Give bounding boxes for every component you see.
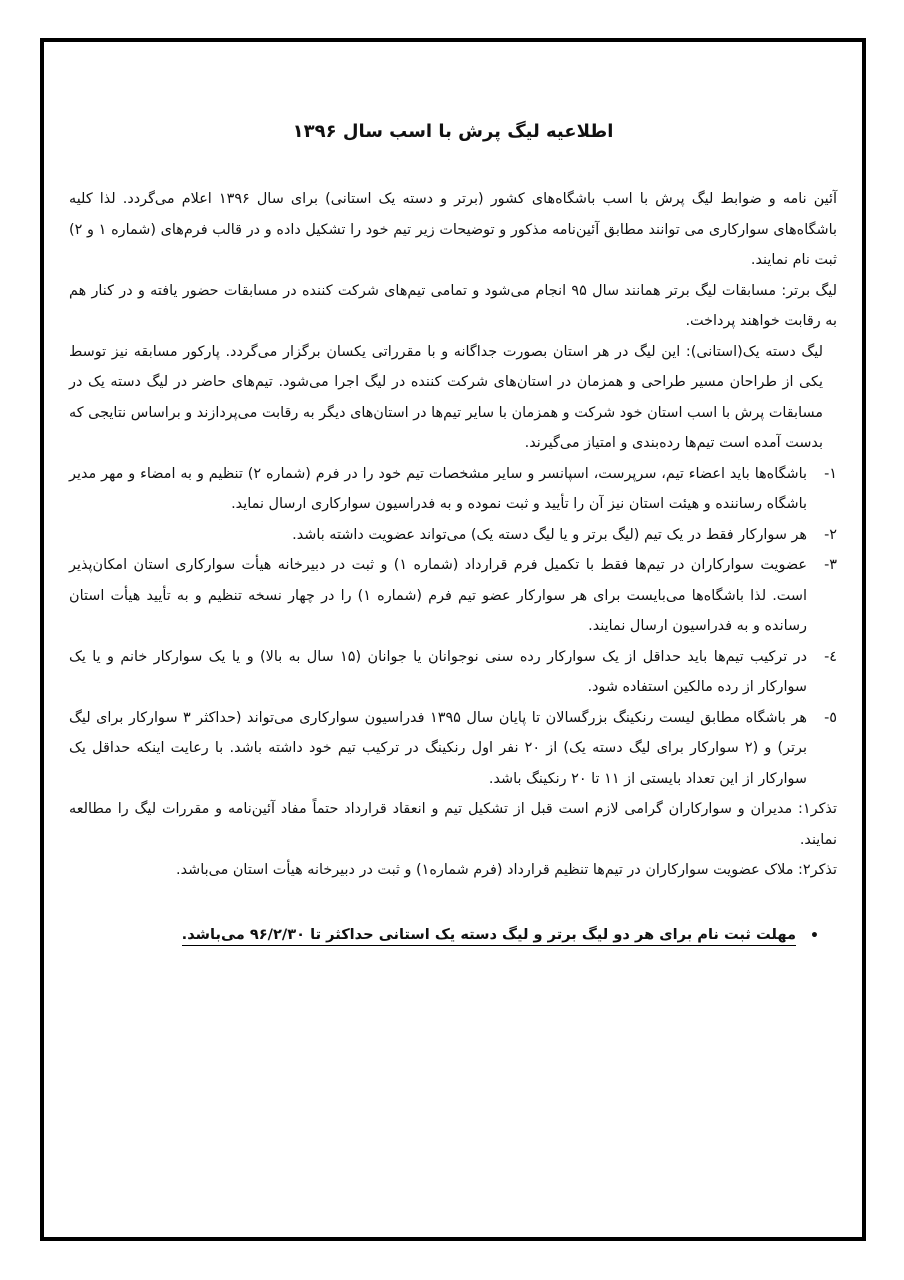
league-one-paragraph: لیگ دسته یک(استانی): این لیگ در هر استان بصورت جداگانه و با مقرراتی یکسان برگزار می‌گردد. پارکور مسابقه نیز توسط یکی از طراحان مسیر طراحی و همزمان در استان‌های شرکت کننده در لیگ اجرا می‌شود. تیم‌های حاضر در لیگ دسته یک در مسابقات پرش با اسب استان خود شرکت و همزمان با سایر تیم‌ها در استان‌های دیگر به رقابت می‌پردازند و براساس نتایجی که بدست آمده است تیم‌ها رده‌بندی و امتیاز می‌گیرند. [69, 343, 823, 451]
deadline-text: مهلت ثبت نام برای هر دو لیگ برتر و لیگ دسته یک استانی حداکثر تا ۹۶/۲/۳۰ می‌باشد. [182, 926, 796, 946]
rule-number: ٥- [824, 709, 837, 726]
note-2: تذکر۲: ملاک عضویت سوارکاران در تیم‌ها تنظیم قرارداد (فرم شماره۱) و ثبت در دبیرخانه هیأت استان می‌باشد. [176, 862, 837, 878]
rule-text: عضویت سوارکاران در تیم‌ها فقط با تکمیل فرم قرارداد (شماره ۱) و ثبت در دبیرخانه هیأت سوارکاری استان امکان‌پذیر است. لذا باشگاه‌ها می‌بایست برای هر سوارکار عضو تیم فرم (شماره ۱) را در چهار نسخه تنظیم و به تأیید هیأت استان رسانده و به فدراسیون ارسال نمایند. [69, 557, 807, 634]
document-frame [40, 38, 866, 1241]
rule-number: ۲- [824, 526, 837, 543]
page-title: اطلاعیه لیگ پرش با اسب سال ۱۳۹۶ [292, 121, 614, 142]
rule-number: ٤- [824, 648, 837, 665]
rule-number: ۳- [824, 557, 837, 573]
rule-text: در ترکیب تیم‌ها باید حداقل از یک سوارکار رده سنی نوجوانان یا جوانان (۱۵ سال به بالا) و یا یک سوارکار خانم و یا یک سوارکار از رده مالکین استفاده شود. [69, 648, 807, 695]
rule-text: باشگاه‌ها باید اعضاء تیم، سرپرست، اسپانسر و سایر مشخصات تیم خود را در فرم (شماره ۲) تنظیم و به امضاء و مهر مدیر باشگاه رساننده و هیئت استان نیز آن را تأیید و ثبت نموده و به فدراسیون سوارکاری ارسال نماید. [69, 465, 807, 512]
rule-text: هر سوارکار فقط در یک تیم (لیگ برتر و یا لیگ دسته یک) می‌تواند عضویت داشته باشد. [292, 526, 807, 543]
rule-item [69, 703, 837, 795]
rule-item [69, 550, 837, 642]
rule-item [69, 642, 837, 703]
rule-item [69, 459, 837, 520]
intro-paragraph: آئین نامه و ضوابط لیگ پرش با اسب باشگاه‌های کشور (برتر و دسته یک استانی) برای سال ۱۳۹۶ اعلام می‌گردد. لذا کلیه باشگاه‌های سوارکاری می توانند مطابق آئین‌نامه مذکور و توضیحات زیر تیم خود را تشکیل داده و در قالب فرم‌های (شماره ۱ و ۲) ثبت نام نمایند. [69, 191, 838, 268]
document-body [69, 121, 837, 946]
rule-text: هر باشگاه مطابق لیست رنکینگ بزرگسالان تا پایان سال ۱۳۹۵ فدراسیون سوارکاری می‌تواند (حداکثر ۳ سوارکار برای لیگ برتر) و (۲ سوارکار برای لیگ دسته یک) از ۲۰ نفر اول رنکینگ در ترکیب تیم خود داشته باشد. با رعایت اینکه حداقل یک سوارکار از این تعداد بایستی از ۱۱ تا ۲۰ رنکینگ باشد. [69, 709, 808, 787]
rule-number: ۱- [824, 465, 837, 482]
note-1: تذکر۱: مدیران و سوارکاران گرامی لازم است قبل از تشکیل تیم و انعقاد قرارداد حتماً مفاد آئین‌نامه و مقررات لیگ را مطالعه نمایند. [69, 801, 837, 848]
rule-item [69, 520, 837, 551]
deadline-line [69, 926, 837, 946]
top-league-paragraph: لیگ برتر: مسابقات لیگ برتر همانند سال ۹۵ انجام می‌شود و تمامی تیم‌های شرکت کننده در مسابقات حضور یافته و در کنار هم به رقابت خواهند پرداخت. [69, 282, 838, 329]
bullet-icon: • [810, 927, 819, 944]
